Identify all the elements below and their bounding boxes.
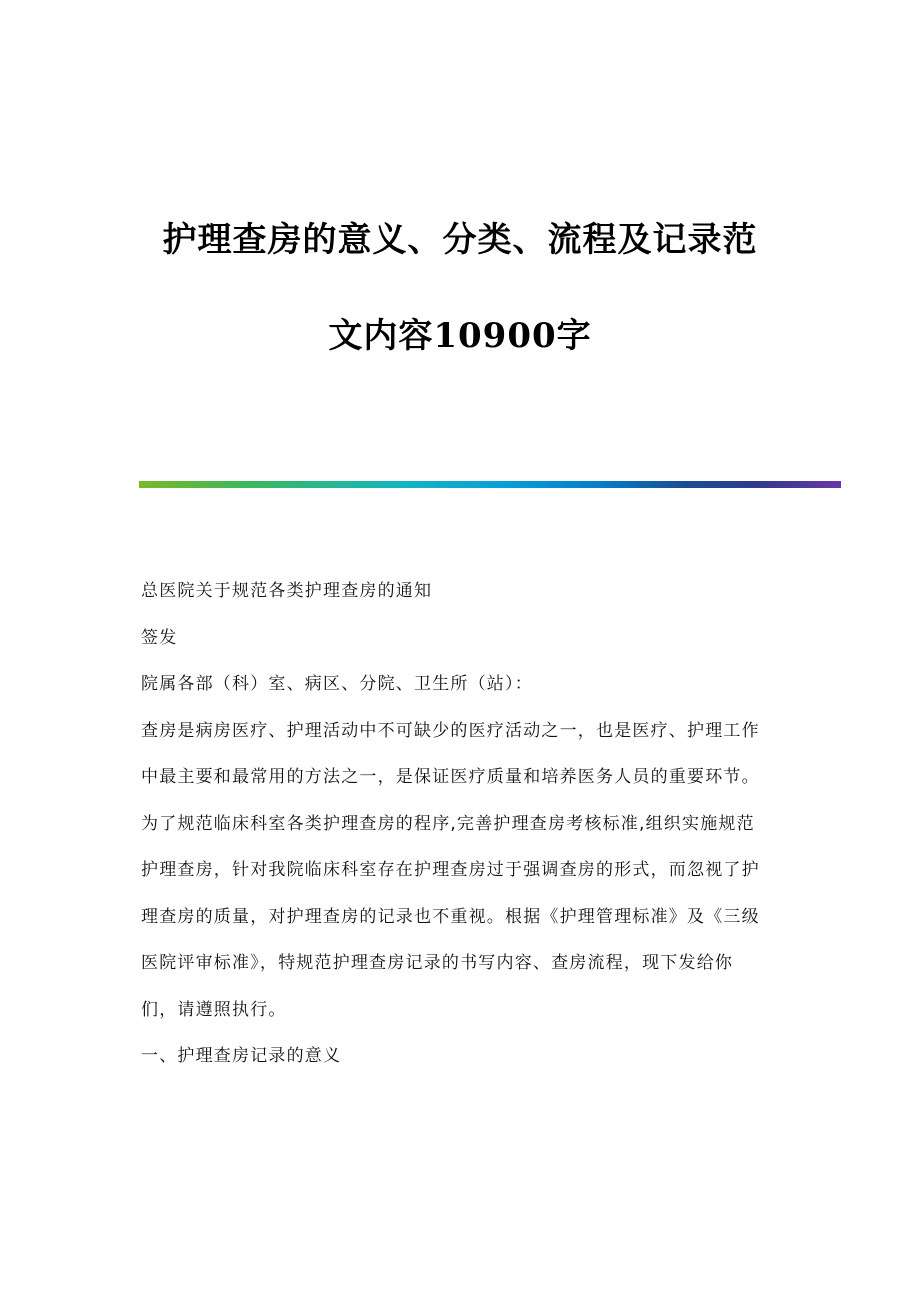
- paragraph-line: 查房是病房医疗、护理活动中不可缺少的医疗活动之一，也是医疗、护理工作: [141, 720, 760, 741]
- paragraph-line: 理查房的质量，对护理查房的记录也不重视。根据《护理管理标准》及《三级: [141, 906, 760, 927]
- paragraph-line: 中最主要和最常用的方法之一，是保证医疗质量和培养医务人员的重要环节。: [141, 767, 760, 787]
- section-heading: 一、护理查房记录的意义: [141, 1046, 342, 1066]
- recipients-line: 院属各部（科）室、病区、分院、卫生所（站）：: [141, 674, 533, 694]
- document-title: [130, 210, 790, 358]
- paragraph-line: 们，请遵照执行。: [141, 999, 287, 1020]
- notice-title: 总医院关于规范各类护理查房的通知: [141, 581, 433, 601]
- paragraph-line: 为了规范临床科室各类护理查房的程序,完善护理查房考核标准,组织实施规范: [141, 813, 755, 834]
- document-body: [141, 568, 781, 1080]
- paragraph-line: 护理查房，针对我院临床科室存在护理查房过于强调查房的形式，而忽视了护: [141, 860, 760, 880]
- main-paragraph: [141, 708, 781, 1034]
- title-line-1: 护理查房的意义、分类、流程及记录范: [162, 220, 758, 260]
- gradient-divider: [139, 481, 841, 488]
- paragraph-line: 医院评审标准》，特规范护理查房记录的书写内容、查房流程，现下发给你: [141, 953, 734, 973]
- title-line-2: 文内容10900字: [328, 316, 592, 356]
- issued-label: 签发: [141, 627, 178, 648]
